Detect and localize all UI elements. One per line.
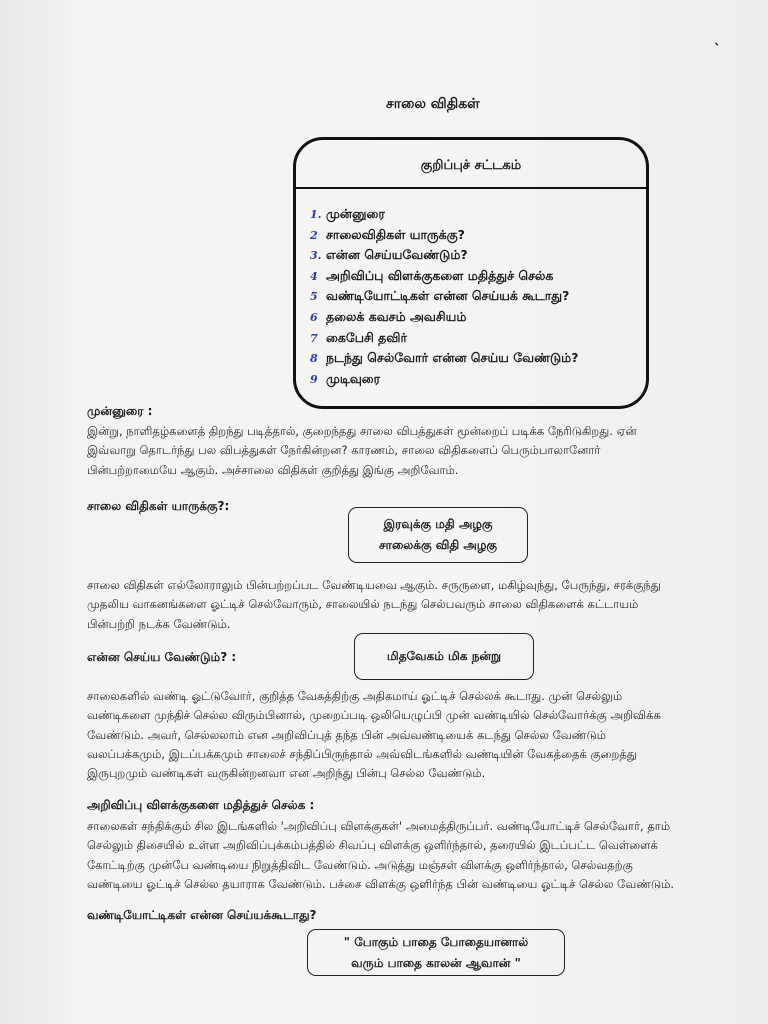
outline-item-label: வண்டியோட்டிகள் என்ன செய்யக் கூடாது?: [326, 288, 570, 304]
outline-item: [310, 371, 578, 392]
paragraph-line: சாலை விதிகள் எல்லோராலும் பின்பற்றப்பட வேண்டியவை ஆகும். சருருளை, மகிழ்வுந்து, பேருந்து, சரக்குந்து: [87, 578, 661, 592]
outline-item-label: முன்னுரை: [326, 206, 385, 221]
outline-item: [310, 206, 578, 227]
paragraph-line: சாலைகள் சந்திக்கும் சில இடங்களில் 'அறிவிப்பு விளக்குகள்' அமைத்திருப்பர். வண்டியோட்டிச் செல்வோர், தாம்: [87, 819, 671, 833]
quote-box: [307, 929, 565, 976]
quote-line: " போகும் பாதை போதையானால்: [343, 935, 529, 949]
outline-item-label: தலைக் கவசம் அவசியம்: [326, 308, 467, 324]
outline-item: [310, 227, 578, 248]
outline-item: [310, 350, 578, 371]
quote-box: [348, 507, 528, 563]
paragraph-line: வண்டியை ஓட்டிச் செல்ல தயாராக வேண்டும். பச்சை விளக்கு ஒளிர்ந்த பின் வண்டியை ஓட்டிச் செல்ல வேண்டும்.: [87, 876, 675, 891]
outline-heading: குறிப்புச் சட்டகம்: [420, 158, 522, 173]
paragraph-line: இவ்வாறு தொடர்ந்து பல விபத்துகள் நேர்கின்றன? காரணம், சாலை விதிகளைப் பெரும்பாலானோர்: [87, 443, 601, 458]
outline-divider: [296, 187, 646, 189]
outline-item-number: 1.: [310, 208, 322, 221]
outline-item-number: 8: [310, 352, 318, 366]
section-paragraph-what-to-do: [87, 687, 661, 783]
quote-line: மிதவேகம் மிக நன்று: [386, 649, 502, 663]
paragraph-line: இருபுறமும் வண்டிகள் வருகின்றனவா என அறிந்து பின்பு செல்ல வேண்டும்.: [87, 766, 486, 781]
paragraph-line: பின்பற்றாமையே ஆகும். அச்சாலை விதிகள் குறித்து இங்கு அறிவோம்.: [87, 462, 459, 477]
paragraph-line: வலப்பக்கமும், இடப்பக்கமும் சாலைச் சந்திப்பிருந்தால் அவ்விடங்களில் வண்டியின் வேகத்தைக் குறைத்து: [87, 746, 637, 761]
paragraph-line: கோட்டிற்கு முன்பே வண்டியை நிறுத்திவிட வேண்டும். அடுத்து மஞ்சள் விளக்கு ஒளிர்ந்தால், செல்வதற்கு: [87, 857, 633, 872]
outline-item-label: நடந்து செல்வோர் என்ன செய்ய வேண்டும்?: [326, 350, 579, 366]
outline-item-number: 4: [310, 269, 318, 283]
section-heading-introduction: முன்னுரை :: [87, 404, 153, 418]
outline-item: [310, 330, 578, 351]
corner-mark: ˎ: [714, 30, 721, 46]
paragraph-line: வண்டிகளை முந்திச் செல்ல விரும்பினால், முறைப்படி ஒலியெழுப்பி முன் வண்டியில் செல்வோர்க்கு அறிவிக்க: [87, 708, 661, 723]
outline-item-number: 2: [310, 228, 318, 242]
outline-item-number: 9: [310, 372, 318, 386]
outline-item-number: 3.: [310, 249, 322, 263]
paragraph-line: சாலைகளில் வண்டி ஓட்டுவோர், குறித்த வேகத்திற்கு அதிகமாய் ஓட்டிச் செல்லக் கூடாது. முன் செல்லும்: [87, 689, 623, 703]
quote-box: [354, 633, 534, 680]
outline-item-label: அறிவிப்பு விளக்குகளை மதித்துச் செல்க: [326, 267, 554, 283]
quote-line: வரும் பாதை காலன் ஆவான் ": [351, 956, 521, 970]
section-paragraph-signals: [87, 817, 674, 894]
outline-list: [310, 206, 578, 391]
paragraph-line: வேண்டும். அவர், செல்லலாம் என அறிவிப்புத் தந்த பின் அவ்வண்டியைக் கடந்து செல்ல வேண்டும்: [87, 727, 606, 742]
outline-item: [310, 309, 578, 330]
outline-item: [310, 288, 578, 309]
outline-item-number: 6: [310, 310, 318, 324]
outline-item-label: என்ன செய்யவேண்டும்?: [326, 247, 468, 263]
outline-item-number: 7: [310, 331, 318, 345]
section-heading-who: சாலை விதிகள் யாருக்கு?:: [87, 499, 230, 513]
section-heading-signals: அறிவிப்பு விளக்குகளை மதித்துச் செல்க :: [87, 798, 315, 812]
outline-item-label: கைபேசி தவிர்: [326, 329, 408, 345]
quote-line: சாலைக்கு விதி அழகு: [379, 538, 497, 552]
paragraph-line: இன்று, நாளிதழ்களைத் திறந்து படித்தால், குறைந்தது சாலை விபத்துகள் மூன்றைப் படிக்க நேரிடுகிறது. ஏன்: [87, 424, 637, 438]
outline-item-number: 5: [310, 290, 318, 304]
paragraph-line: பின்பற்றி நடக்க வேண்டும்.: [87, 616, 231, 631]
outline-item-label: சாலைவிதிகள் யாருக்கு?: [326, 226, 465, 242]
outline-item: [310, 268, 578, 289]
paragraph-line: முதலிய வாகனங்களை ஓட்டிச் செல்வோரும், சாலையில் நடந்து செல்பவரும் சாலை விதிகளைக் கட்டாயம்: [87, 597, 639, 612]
paragraph-line: செல்லும் திசையில் உள்ள அறிவிப்புக்கம்பத்தில் சிவப்பு விளக்கு ஒளிர்ந்தால், தரையில் இடப்பட்ட வெள்ளைக்: [87, 838, 658, 853]
outline-frame: [293, 137, 649, 409]
section-heading-what-to-do: என்ன செய்ய வேண்டும்? :: [87, 650, 237, 664]
section-paragraph-who: [87, 576, 661, 634]
page-title: சாலை விதிகள்: [386, 96, 480, 112]
section-paragraph-introduction: [87, 422, 637, 480]
section-heading-donts: வண்டியோட்டிகள் என்ன செய்யக்கூடாது?: [87, 908, 317, 922]
quote-line: இரவுக்கு மதி அழகு: [383, 517, 493, 531]
outline-item-label: முடிவுரை: [326, 370, 381, 386]
outline-item: [310, 247, 578, 268]
